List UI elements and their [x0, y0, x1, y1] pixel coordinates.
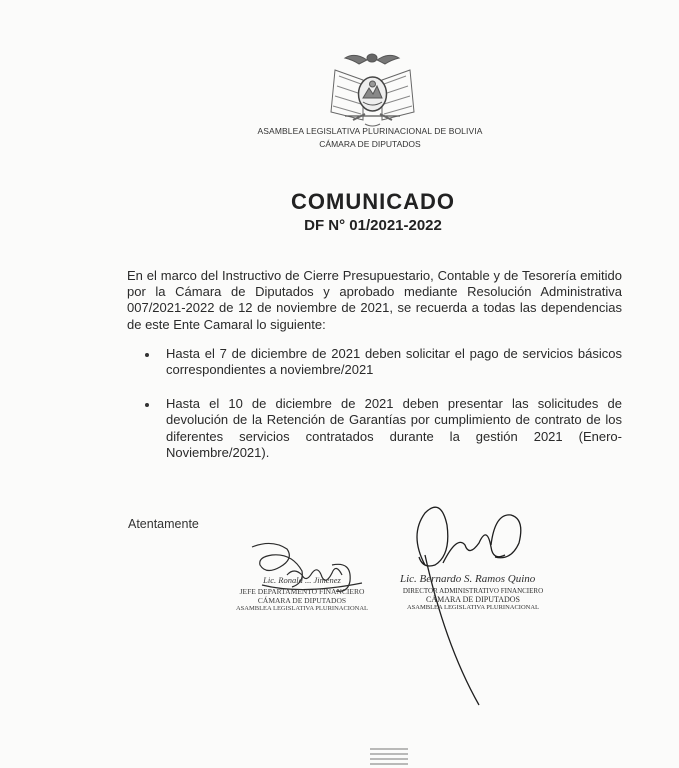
signer-chamber: CÁMARA DE DIPUTADOS: [257, 596, 347, 605]
signer-name: Lic. Ronald ... Jiménez: [263, 575, 341, 585]
bullet-icon: [145, 353, 149, 357]
intro-paragraph: En el marco del Instructivo de Cierre Presupuestario, Contable y de Tesorería emitido por la Cámara de Diputados y aprobado mediante Resolución Administrativa 007/2021-2022 de 12 de noviembre de 2021, se recuerda a todas las dependencias de este Ente Camaral lo siguiente:: [127, 268, 622, 332]
bullet-icon: [145, 403, 149, 407]
signer-title: JEFE DEPARTAMENTO FINANCIERO: [239, 587, 365, 596]
closing-text: Atentamente: [128, 517, 199, 531]
signature-right-icon: [395, 495, 565, 735]
signature-stamp-right: [398, 573, 548, 611]
signer-assembly: ASAMBLEA LEGISLATIVA PLURINACIONAL: [406, 604, 540, 611]
document-title: COMUNICADO: [291, 189, 455, 214]
signer-chamber: CÁMARA DE DIPUTADOS: [425, 595, 521, 604]
footer-stamp-icon: [368, 746, 410, 768]
list-item: Hasta el 10 de diciembre de 2021 deben presentar las solicitudes de devolución de la Retención de Garantías por cumplimiento de contrato de los diferentes servicios contratados durante la gestión 2021 (Enero-Noviembre/2021).: [166, 396, 622, 461]
signature-stamp-left: [232, 575, 372, 612]
list-item: Hasta el 7 de diciembre de 2021 deben solicitar el pago de servicios básicos correspondientes a noviembre/2021: [166, 346, 622, 378]
signer-title: DIRECTOR ADMINISTRATIVO FINANCIERO: [402, 587, 544, 595]
chamber-name: CÁMARA DE DIPUTADOS: [319, 139, 421, 149]
signer-assembly: ASAMBLEA LEGISLATIVA PLURINACIONAL: [235, 605, 369, 612]
document-reference: DF N° 01/2021-2022: [304, 217, 442, 234]
bolivia-coat-of-arms-icon: [325, 50, 420, 128]
signer-name: Lic. Bernardo S. Ramos Quino: [400, 573, 536, 585]
institution-name: ASAMBLEA LEGISLATIVA PLURINACIONAL DE BOLIVIA: [257, 126, 483, 136]
